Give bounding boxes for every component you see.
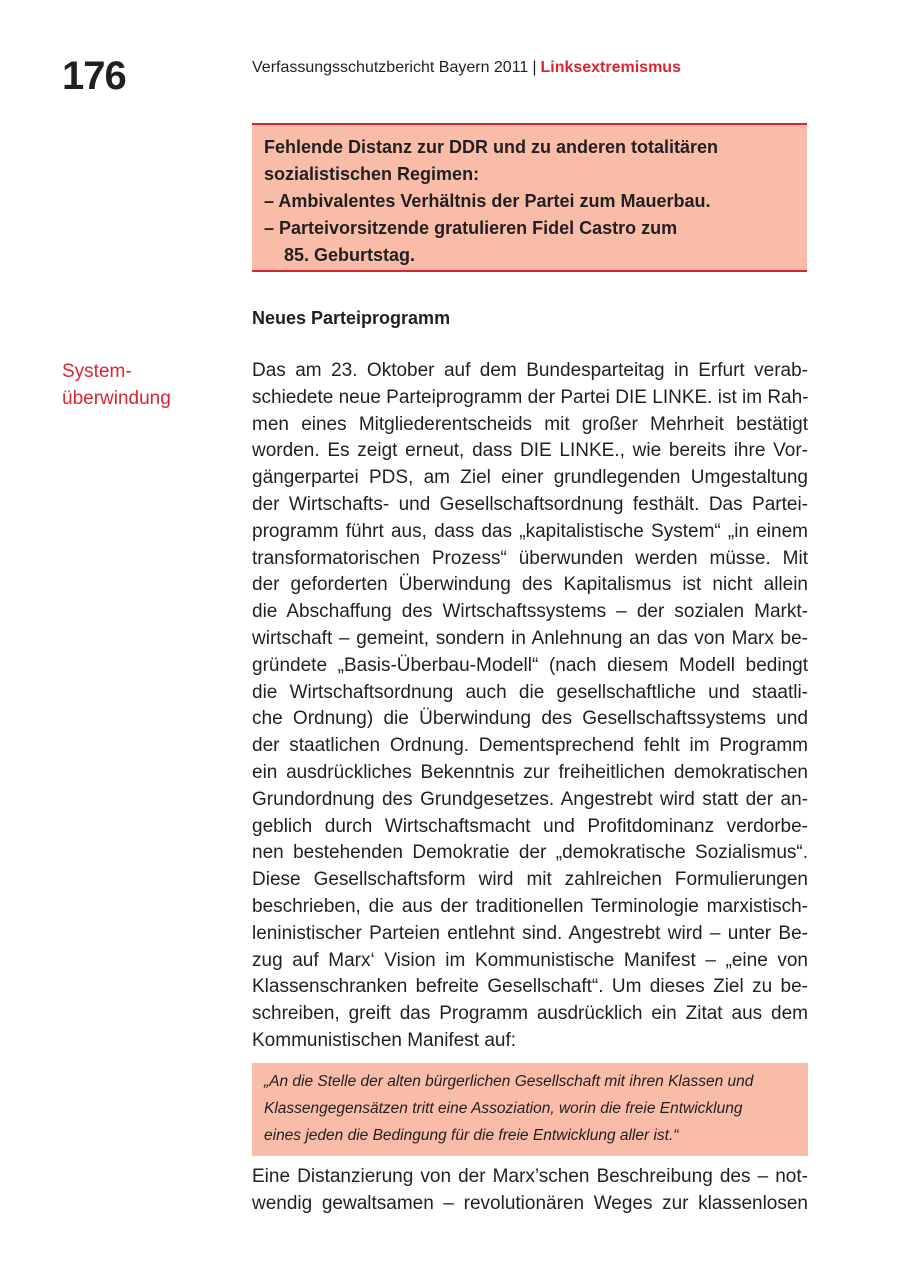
body-line: der geforderten Überwindung des Kapitalismus ist nicht allein — [252, 574, 808, 596]
body-line: gängerpartei PDS, am Ziel einer grundlegenden Umgestaltung — [252, 467, 808, 489]
margin-note-line: überwindung — [62, 388, 171, 409]
quote-line: eines jeden die Bedingung für die freie Entwicklung aller ist.“ — [264, 1127, 679, 1144]
body-line: beschrieben, die aus der traditionellen Terminologie marxistisch- — [252, 895, 808, 917]
quote-box — [252, 1063, 808, 1156]
quote-line: „An die Stelle der alten bürgerlichen Gesellschaft mit ihren Klassen und — [264, 1073, 754, 1090]
body-line: Grundordnung des Grundgesetzes. Angestrebt wird statt der an- — [252, 788, 808, 810]
callout-line: sozialistischen Regimen: — [264, 164, 480, 184]
body-line: wirtschaft – gemeint, sondern in Anlehnung an das von Marx be- — [252, 627, 808, 649]
body-line: Eine Distanzierung von der Marx’schen Beschreibung des – not- — [252, 1166, 808, 1187]
body-line: zug auf Marx‘ Vision im Kommunistische Manifest – „eine von — [252, 949, 808, 971]
body-line: programm führt aus, dass das „kapitalistische System“ „in einem — [252, 520, 808, 542]
body-line: che Ordnung) die Überwindung des Gesellschaftssystems und — [252, 708, 808, 730]
report-title: Verfassungsschutzbericht Bayern 2011 — [252, 59, 529, 76]
body-line: wendig gewaltsamen – revolutionären Weges zur klassenlosen — [252, 1193, 808, 1214]
body-line: Kommunistischen Manifest auf: — [252, 1029, 517, 1051]
quote-line: Klassengegensätzen tritt eine Assoziation, worin die freie Entwicklung — [264, 1100, 743, 1117]
body-line: der Wirtschafts- und Gesellschaftsordnung festhält. Das Partei- — [252, 493, 808, 515]
body-line: geblich durch Wirtschaftsmacht und Profitdominanz verdorbe- — [252, 815, 808, 837]
body-line: Klassenschranken befreite Gesellschaft“. Um dieses Ziel zu be- — [252, 976, 808, 998]
header-separator: | — [532, 59, 537, 76]
body-line: leninistischer Parteien entlehnt sind. Angestrebt wird – unter Be- — [252, 922, 808, 944]
body-line: der staatlichen Ordnung. Dementsprechend fehlt im Programm — [252, 735, 808, 757]
body-line: Das am 23. Oktober auf dem Bundesparteitag in Erfurt verab- — [252, 360, 808, 381]
body-line: worden. Es zeigt erneut, dass DIE LINKE., wie bereits ihre Vor- — [252, 440, 808, 462]
page-number: 176 — [62, 54, 126, 98]
body-line: gründete „Basis-Überbau-Modell“ (nach diesem Modell bedingt — [252, 654, 808, 676]
body-line: die Abschaffung des Wirtschaftssystems – der sozialen Markt- — [252, 601, 808, 623]
body-line: die Wirtschaftsordnung auch die gesellschaftliche und staatli- — [252, 681, 808, 703]
running-head — [252, 58, 681, 78]
continuation-text — [252, 1163, 808, 1217]
body-line: nen bestehenden Demokratie der „demokratische Sozialismus“. — [252, 842, 808, 864]
callout-line: – Parteivorsitzende gratulieren Fidel Castro zum — [264, 218, 678, 238]
callout-line: 85. Geburtstag. — [284, 245, 416, 265]
section-title: Linksextremismus — [540, 59, 681, 76]
callout-line: – Ambivalentes Verhältnis der Partei zum Mauerbau. — [264, 191, 711, 211]
summary-callout — [252, 123, 807, 272]
margin-note — [62, 358, 171, 412]
margin-note-line: System- — [62, 361, 132, 382]
body-line: men eines Mitgliederentscheids mit großer Mehrheit bestätigt — [252, 413, 808, 435]
callout-line: Fehlende Distanz zur DDR und zu anderen totalitären — [264, 137, 719, 157]
body-line: transformatorischen Prozess“ überwunden werden müsse. Mit — [252, 547, 808, 569]
body-line: schreiben, greift das Programm ausdrücklich ein Zitat aus dem — [252, 1003, 808, 1025]
body-line: ein ausdrückliches Bekenntnis zur freiheitlichen demokratischen — [252, 761, 808, 783]
section-subheading: Neues Parteiprogramm — [252, 308, 451, 328]
body-line: schiedete neue Parteiprogramm der Partei DIE LINKE. ist im Rah- — [252, 386, 809, 408]
body-text — [252, 358, 808, 1055]
body-line: Diese Gesellschaftsform wird mit zahlreichen Formulierungen — [252, 869, 808, 891]
